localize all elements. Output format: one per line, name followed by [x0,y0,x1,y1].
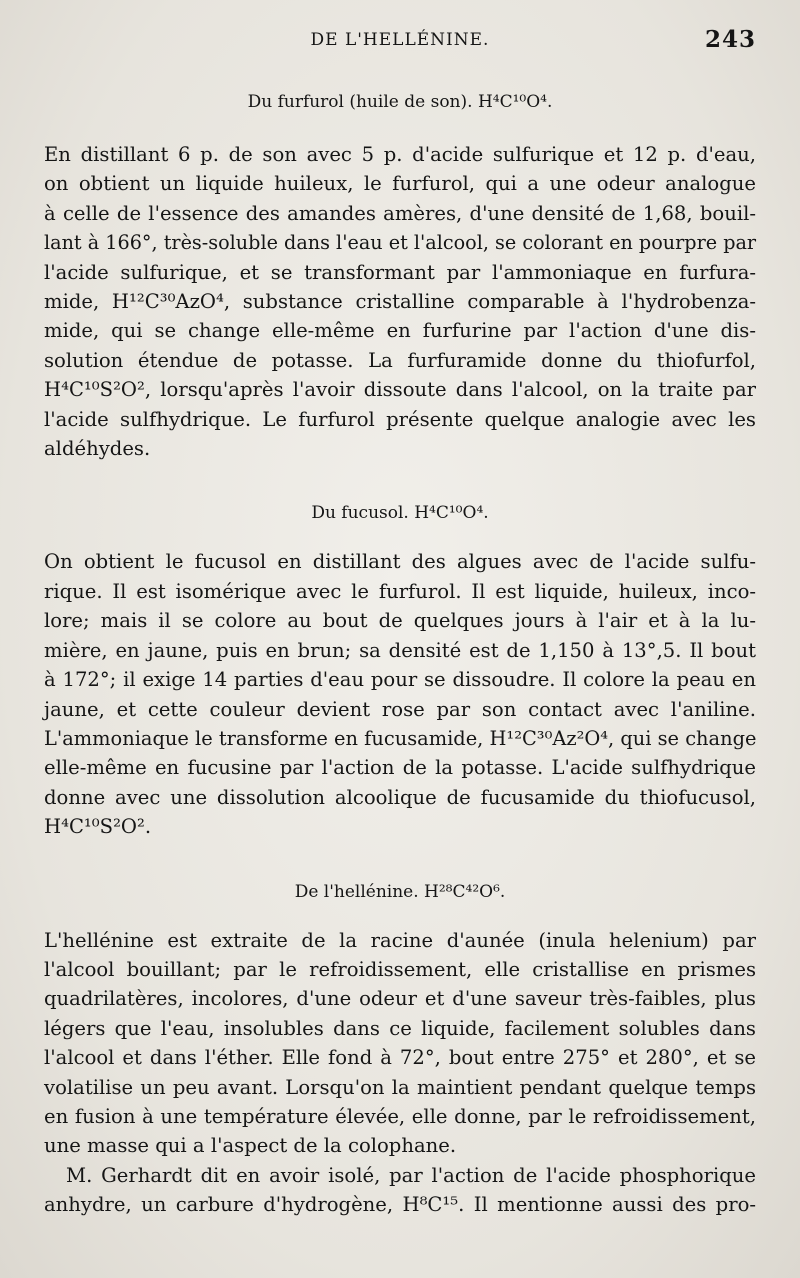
text-line: M. Gerhardt dit en avoir isolé, par l'action de l'acide phosphorique [66,1163,756,1187]
text-line: anhydre, un carbure d'hydrogène, H⁸C¹⁵. Il mentionne aussi des pro- [44,1193,756,1217]
text-line: à celle de l'essence des amandes amères, d'une densité de 1,68, bouil- [44,201,756,225]
text-line: rique. Il est isomérique avec le furfurol. Il est liquide, huileux, inco- [44,579,756,603]
text-line: elle-même en fucusine par l'action de la potasse. L'acide sulfhydrique [44,756,756,780]
paragraph-hellenine [44,926,756,1220]
text-line: donne avec une dissolution alcoolique de fucusamide du thiofucusol, [44,785,756,809]
text-line: On obtient le fucusol en distillant des algues avec de l'acide sulfu- [44,550,756,574]
text-line: légers que l'eau, insolubles dans ce liquide, facilement solubles dans [44,1016,756,1040]
text-line: mide, qui se change elle-même en furfurine par l'action d'une dis- [44,319,756,343]
text-line: on obtient un liquide huileux, le furfurol, qui a une odeur analogue [44,172,756,196]
paragraph-fucusol [44,547,756,841]
text-line: l'alcool et dans l'éther. Elle fond à 72°, bout entre 275° et 280°, et se [44,1046,756,1070]
text-line: solution étendue de potasse. La furfuramide donne du thiofurfol, [44,348,756,372]
text-line: l'acide sulfurique, et se transformant par l'ammoniaque en furfura- [44,260,756,284]
text-line: H⁴C¹⁰S²O². [44,815,152,839]
section-title-fucusol: Du fucusol. H⁴C¹⁰O⁴. [311,503,489,524]
running-header [44,26,756,62]
text-line: jaune, et cette couleur devient rose par son contact avec l'aniline. [44,697,756,721]
text-line: quadrilatères, incolores, d'une odeur et d'une saveur très-faibles, plus [44,987,756,1011]
text-line: L'ammoniaque le transforme en fucusamide, H¹²C³⁰Az²O⁴, qui se change [44,726,757,750]
text-line: L'hellénine est extraite de la racine d'aunée (inula helenium) par [44,928,756,952]
text-line: à 172°; il exige 14 parties d'eau pour se dissoudre. Il colore la peau en [44,668,756,692]
paragraph-furfurol [44,140,756,463]
page-number: 243 [704,26,756,53]
text-line: lant à 166°, très-soluble dans l'eau et l'alcool, se colorant en pourpre par [44,231,757,255]
text-line: une masse qui a l'aspect de la colophane. [44,1134,457,1158]
text-line: en fusion à une température élevée, elle donne, par le refroidissement, [44,1104,756,1128]
running-title: DE L'HELLÉNINE. [310,30,490,50]
text-line: l'alcool bouillant; par le refroidissement, elle cristallise en prismes [44,957,756,981]
text-line: aldéhydes. [44,437,151,461]
text-line: mière, en jaune, puis en brun; sa densité est de 1,150 à 13°,5. Il bout [44,638,756,662]
text-line: H⁴C¹⁰S²O², lorsqu'après l'avoir dissoute dans l'alcool, on la traite par [44,378,756,402]
text-line: lore; mais il se colore au bout de quelques jours à l'air et à la lu- [44,609,756,633]
section-title-hellenine: De l'hellénine. H²⁸C⁴²O⁶. [294,881,506,902]
text-line: l'acide sulfhydrique. Le furfurol présente quelque analogie avec les [44,407,756,431]
text-line: mide, H¹²C³⁰AzO⁴, substance cristalline comparable à l'hydrobenza- [44,290,756,314]
section-title-furfurol: Du furfurol (huile de son). H⁴C¹⁰O⁴. [247,92,553,112]
text-line: volatilise un peu avant. Lorsqu'on la maintient pendant quelque temps [44,1075,756,1099]
text-line: En distillant 6 p. de son avec 5 p. d'acide sulfurique et 12 p. d'eau, [44,143,756,166]
